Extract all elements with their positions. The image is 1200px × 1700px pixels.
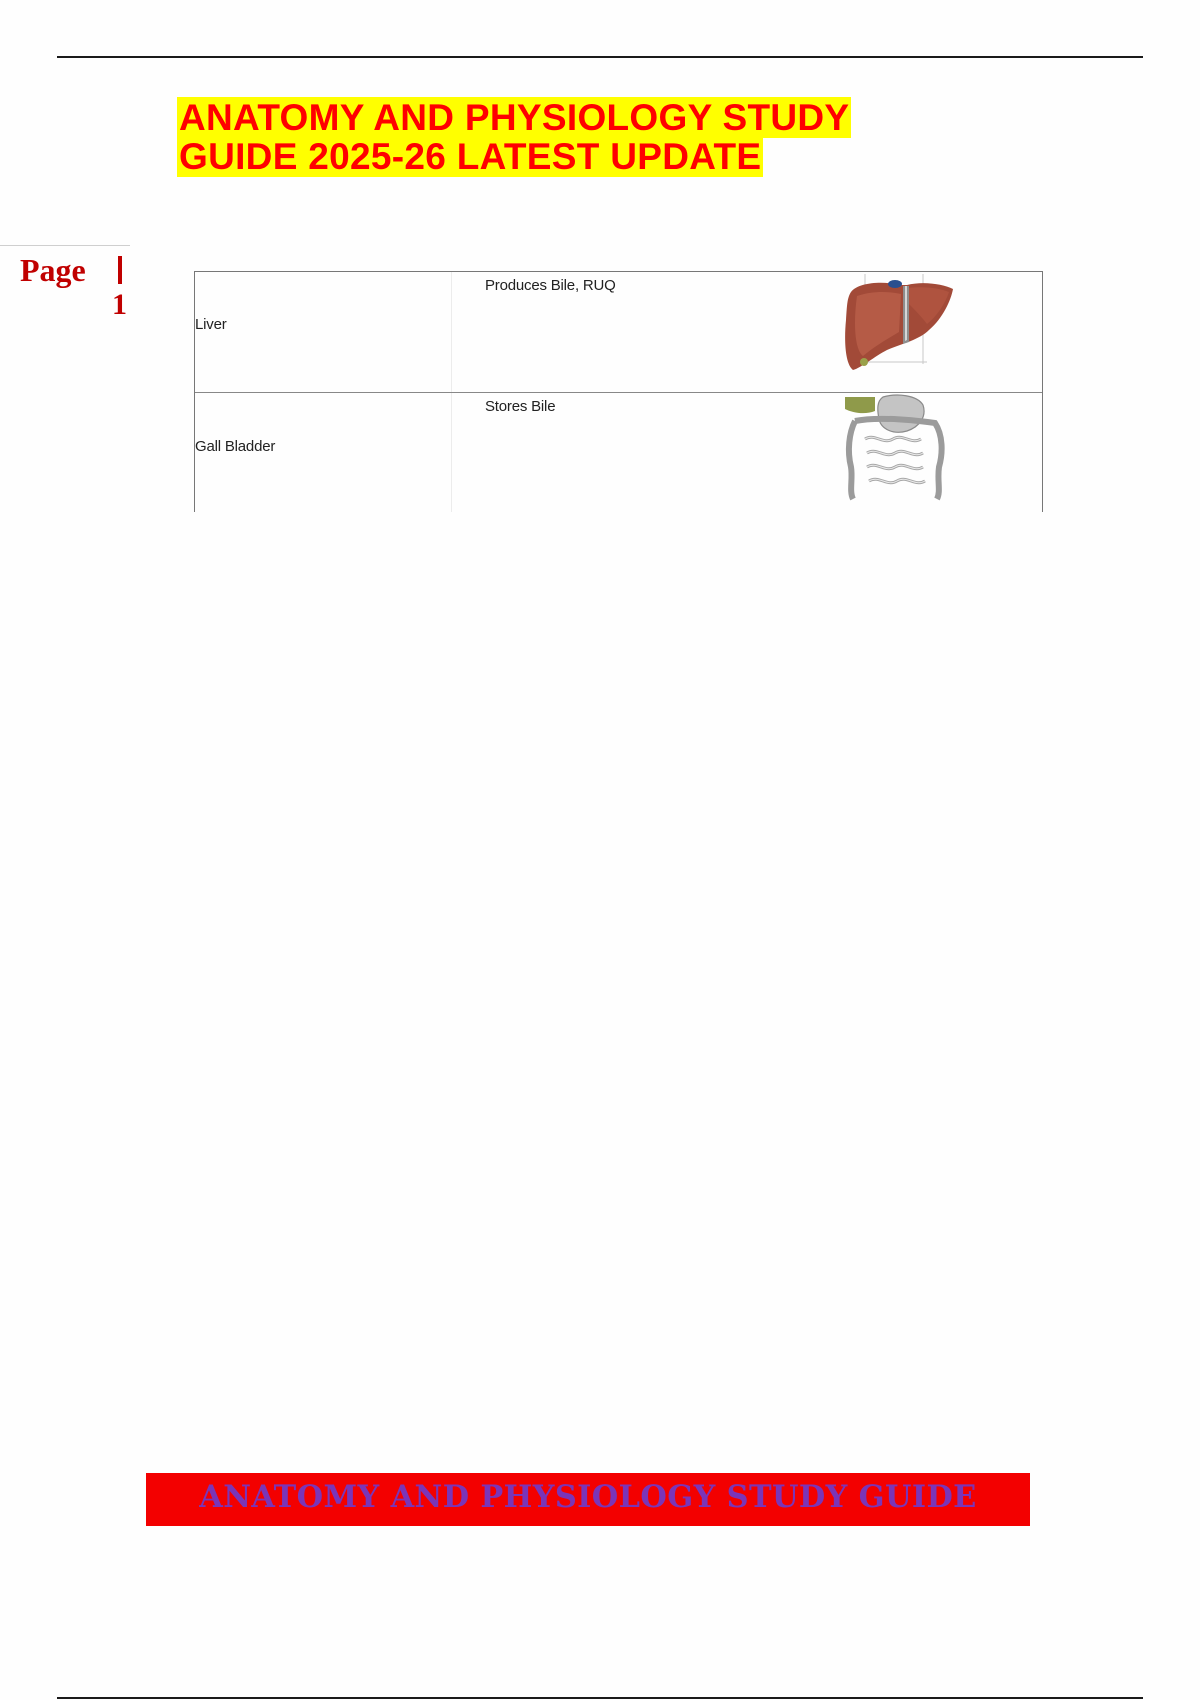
organ-table [194,271,1043,512]
organ-function-cell: Produces Bile, RUQ [485,277,616,294]
document-title-text: ANATOMY AND PHYSIOLOGY STUDY GUIDE 2025-26 LATEST UPDATE [179,97,850,177]
page-number: 1 [112,288,127,321]
organ-name-cell: Liver [195,316,227,333]
page-marker [0,245,130,324]
page-label: Page [20,252,86,288]
footer-banner [146,1473,1030,1526]
page-separator [118,256,122,284]
document-title [177,98,977,176]
footer-banner-text: ANATOMY AND PHYSIOLOGY STUDY GUIDE [199,1479,977,1515]
liver-illustration [835,272,965,382]
top-rule [57,56,1143,58]
organ-name-cell: Gall Bladder [195,438,276,455]
organ-function-cell: Stores Bile [485,398,556,415]
bottom-rule [57,1697,1143,1699]
digestive-tract-illustration [835,393,965,503]
table-row [195,272,1042,393]
table-row [195,393,1042,512]
